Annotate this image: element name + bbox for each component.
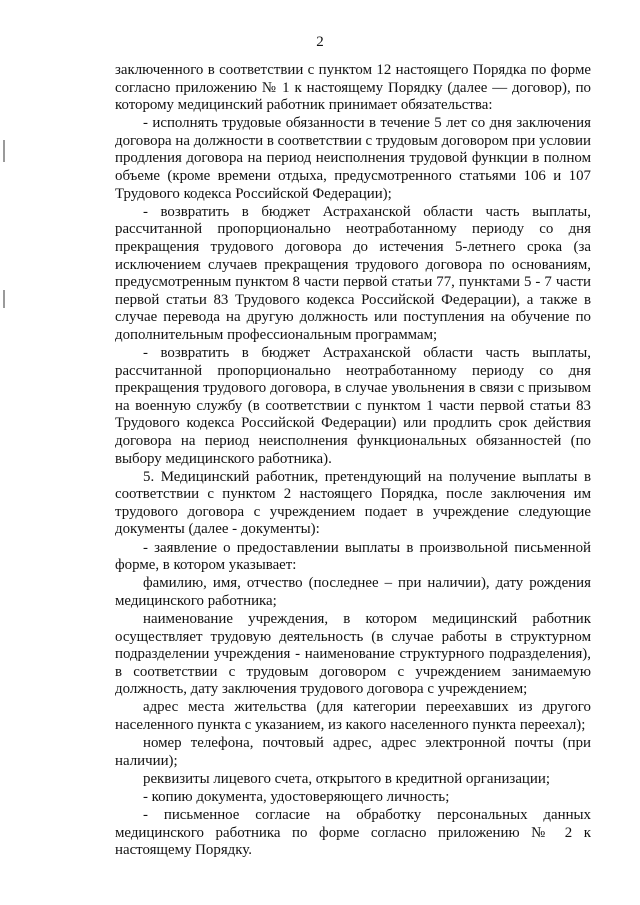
paragraph: - возвратить в бюджет Астраханской области часть выплаты, рассчитанной пропорционально неотработанному периоду со дня прекращения трудового договора до истечения 5-летнего срока (за исключением случаев прекращения трудового договора по основаниям, предусмотренным пунктом 8 части первой статьи 77, пунктами 5 - 7 части первой статьи 83 Трудового кодекса Российской Федерации), а также в случае перевода на другую должность или поступления на обучение по дополнительным профессиональным программам;: [115, 203, 591, 343]
paragraph: реквизиты лицевого счета, открытого в кредитной организации;: [143, 770, 550, 787]
paragraph: наименование учреждения, в котором медицинский работник осуществляет трудовую деятельность (в случае работы в структурном подразделении учреждения - наименование структурного подразделения), в соответствии с трудовым договором с учреждением занимаемую должность, дату заключения трудового договора с учреждением;: [115, 610, 591, 698]
paragraph: номер телефона, почтовый адрес, адрес электронной почты (при наличии);: [115, 735, 591, 769]
paragraph: фамилию, имя, отчество (последнее – при наличии), дату рождения медицинского работника;: [115, 575, 591, 609]
body-text: [115, 62, 591, 860]
paragraph: - исполнять трудовые обязанности в течение 5 лет со дня заключения договора на должности в соответствии с трудовым договором при условии продления договора на период неисполнения трудовой функции в полном объеме (кроме времени отдыха, предусмотренного статьями 106 и 107 Трудового кодекса Российской Федерации);: [115, 115, 591, 202]
paragraph: - возвратить в бюджет Астраханской области часть выплаты, рассчитанной пропорционально неотработанному периоду со дня прекращения трудового договора, в случае увольнения в связи с призывом на военную службу (в соответствии с пунктом 1 части первой статьи 83 Трудового кодекса Российской Федерации) или продлить срок действия договора на период неисполнения функциональных обязанностей (по выбору медицинского работника).: [115, 345, 591, 467]
paragraph: - заявление о предоставлении выплаты в произвольной письменной форме, в котором указывает:: [115, 539, 591, 574]
paragraph: - копию документа, удостоверяющего личность;: [143, 788, 450, 805]
paragraph: - письменное согласие на обработку персональных данных медицинского работника по форме согласно приложению № 2 к настоящему Порядку.: [115, 806, 591, 859]
page-number: 2: [316, 34, 324, 50]
scan-margin-mark: [3, 290, 5, 308]
scan-margin-mark: [3, 140, 5, 162]
paragraph: 5. Медицинский работник, претендующий на получение выплаты в соответствии с пунктом 2 настоящего Порядка, после заключения им трудового договора с учреждением подает в учреждение следующие документы (далее - документы):: [115, 468, 591, 538]
paragraph: заключенного в соответствии с пунктом 12 настоящего Порядка по форме согласно приложению № 1 к настоящему Порядку (далее — договор), по которому медицинский работник принимает обязательства:: [115, 62, 591, 114]
paragraph: адрес места жительства (для категории переехавших из другого населенного пункта с указанием, из какого населенного пункта переехал);: [115, 699, 591, 733]
